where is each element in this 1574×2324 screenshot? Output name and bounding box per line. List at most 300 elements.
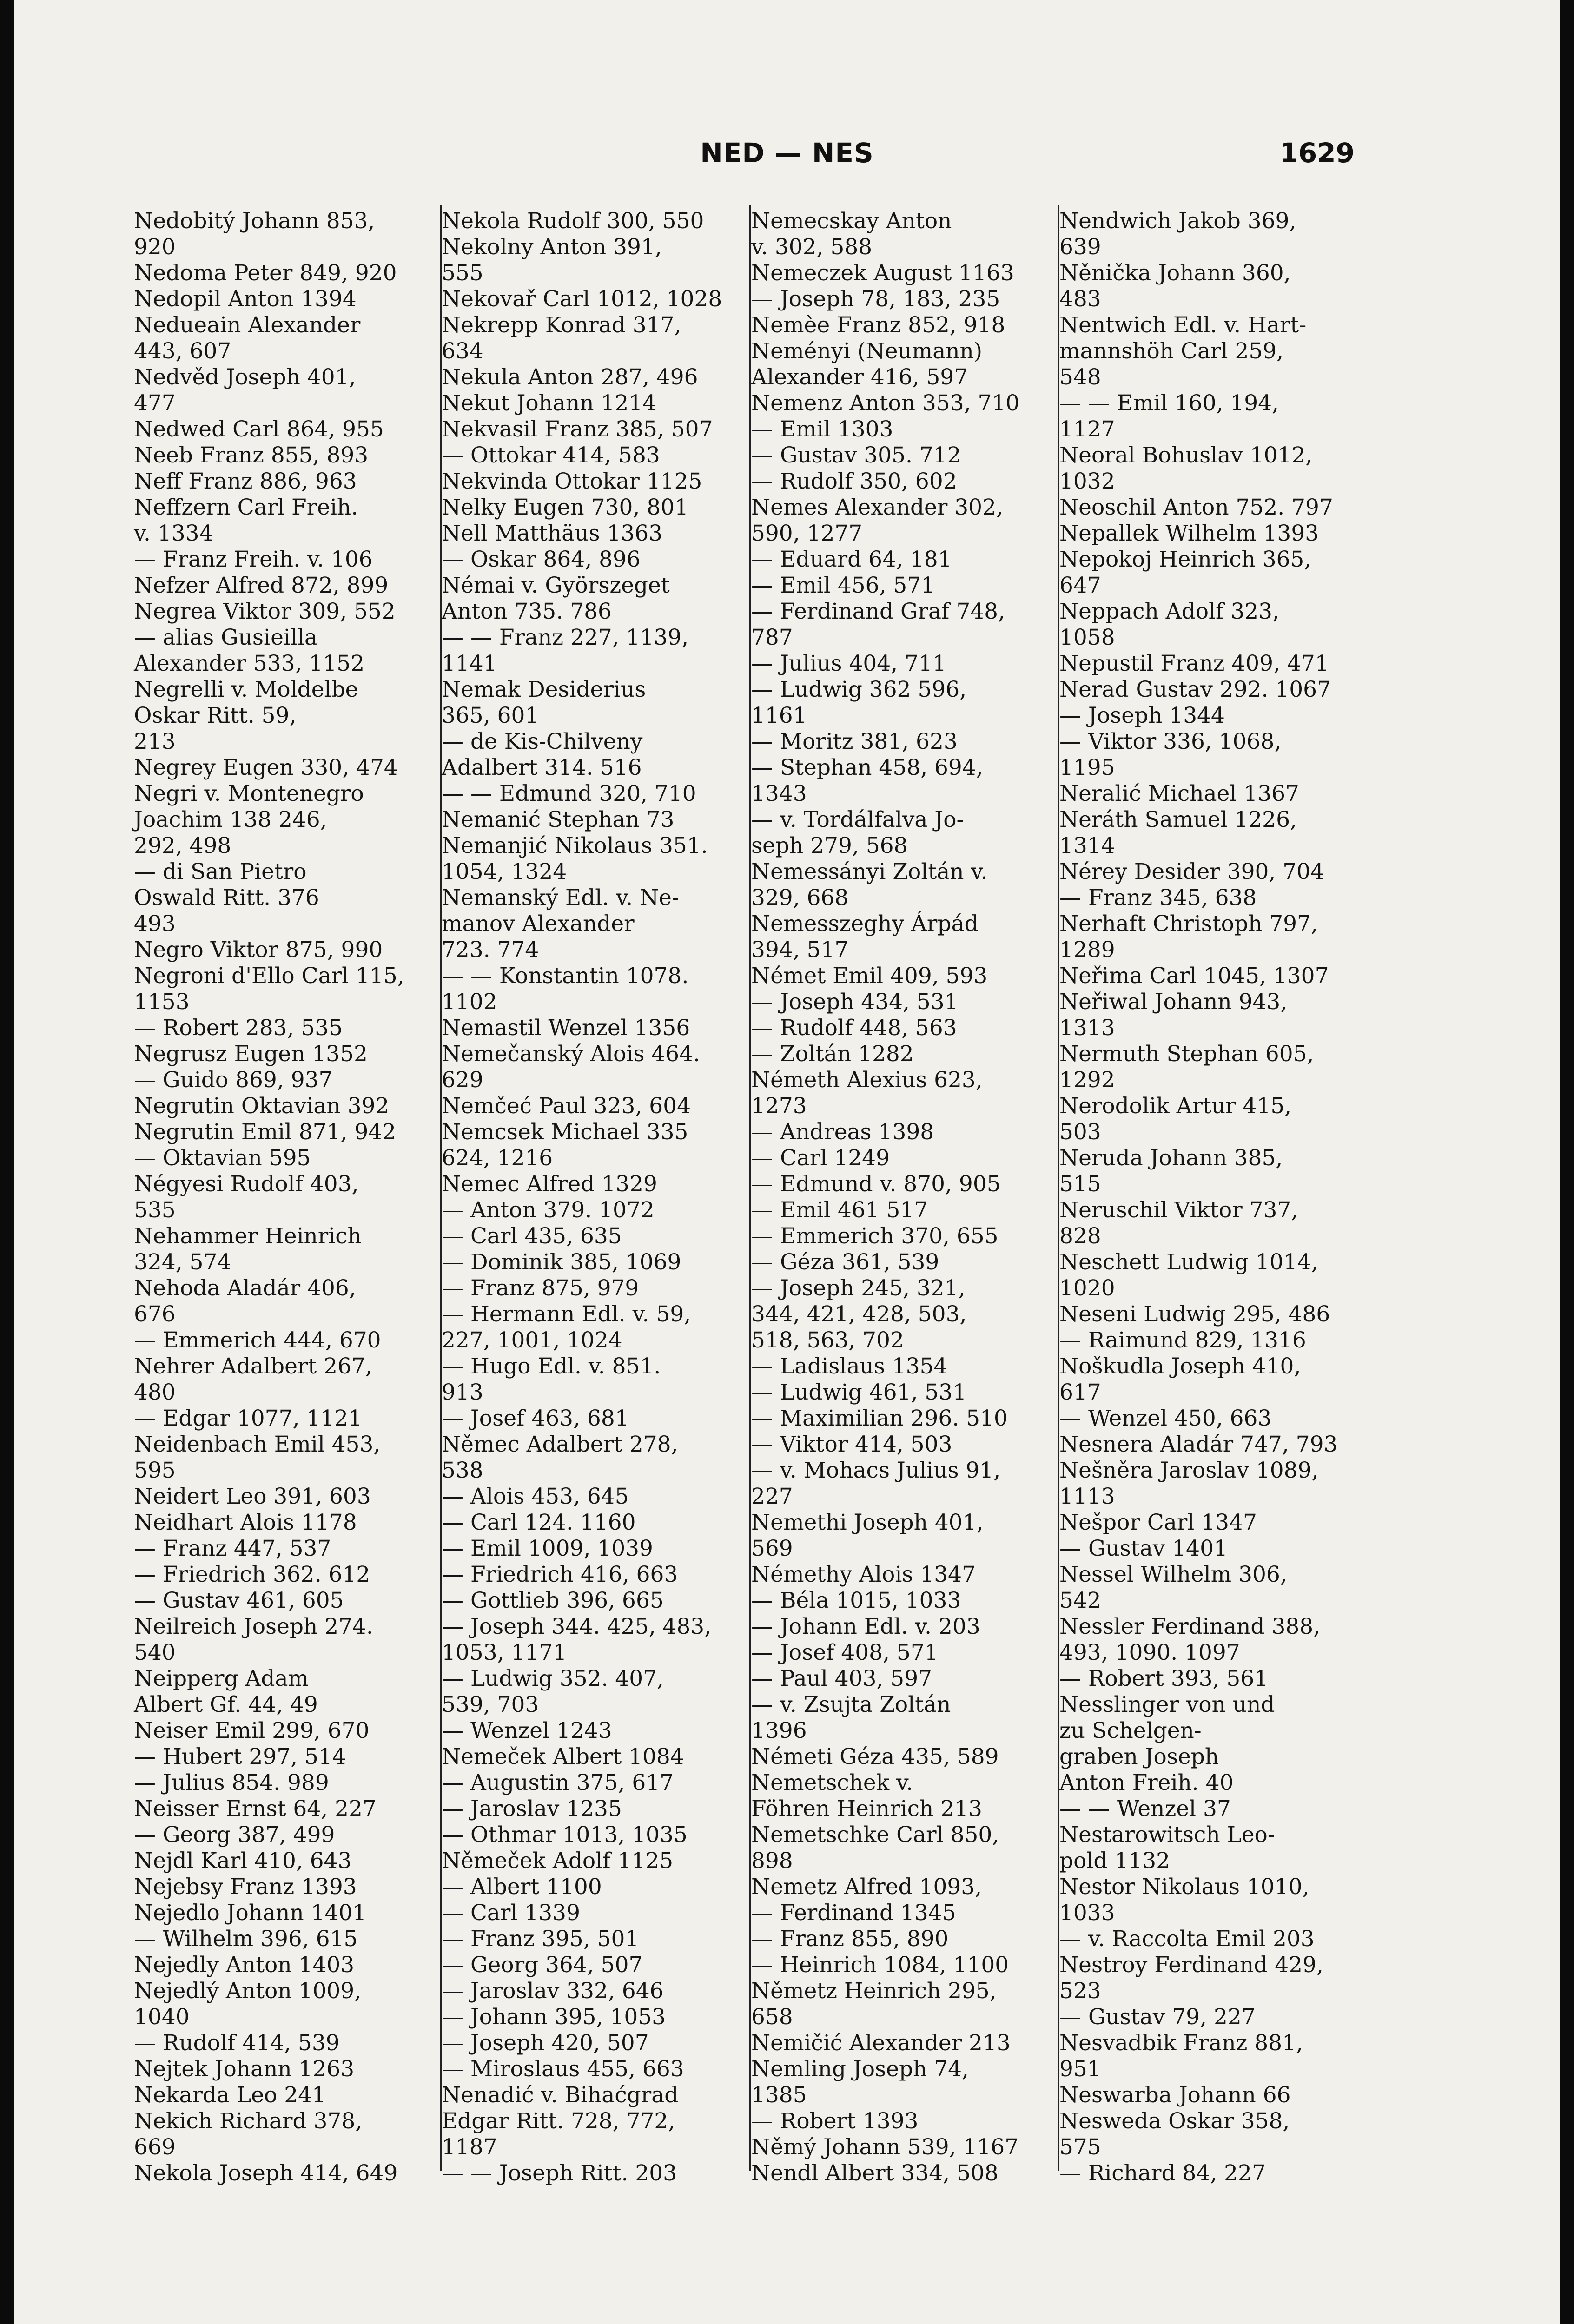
index-entry-line: 483 [1059,286,1101,312]
index-entry-line: Anton Freih. 40 [1059,1770,1234,1796]
index-entry-line: — Carl 1249 [751,1145,890,1171]
index-entry-line: — Ludwig 362 596, [751,677,967,702]
index-entry-line: Neoschil Anton 752. 797 [1059,495,1333,520]
index-entry-line: — Friedrich 362. 612 [134,1562,370,1587]
index-entry-line: Nedoma Peter 849, 920 [134,260,397,286]
index-column-2 [442,208,751,2186]
index-entry-line: — Alois 453, 645 [442,1484,629,1509]
index-entry-line: — alias Gusieilla [134,625,318,650]
index-entry-line: Nedwed Carl 864, 955 [134,416,384,442]
index-entry-line: 1020 [1059,1275,1115,1301]
index-entry-line: — Joseph 434, 531 [751,989,959,1015]
index-entry-line: — Franz Freih. v. 106 [134,547,373,572]
index-entry-line: 555 [442,260,483,286]
page-number: 1629 [1279,137,1355,169]
index-entry-line: — Oskar 864, 896 [442,547,641,572]
index-entry-line: Némethy Alois 1347 [751,1562,976,1587]
index-entry-line: Neipperg Adam [134,1666,309,1691]
index-entry-line: Neoral Bohuslav 1012, [1059,442,1313,468]
index-entry-line: — Othmar 1013, 1035 [442,1822,688,1848]
index-entry-line: — Gustav 79, 227 [1059,2004,1256,2030]
index-entry-line: — Ludwig 352. 407, [442,1666,664,1691]
index-entry-line: Nemetschek v. [751,1770,913,1796]
index-entry-line: Nemec Alfred 1329 [442,1171,657,1197]
index-entry-line: — Georg 387, 499 [134,1822,335,1848]
index-entry-line: 477 [134,390,176,416]
index-entry-line: Nermuth Stephan 605, [1059,1041,1314,1067]
index-entry-line: 575 [1059,2134,1101,2160]
index-entry-line: Nentwich Edl. v. Hart- [1059,312,1307,338]
index-entry-line: Nesnera Aladár 747, 793 [1059,1432,1338,1457]
index-entry-line: Noškudla Joseph 410, [1059,1353,1301,1379]
index-entry-line: Némai v. Györszeget [442,573,670,598]
index-entry-line: — Julius 854. 989 [134,1770,329,1796]
index-entry-line: 523 [1059,1978,1101,2004]
index-entry-line: — Raimund 829, 1316 [1059,1327,1306,1353]
index-entry-line: graben Joseph [1059,1744,1219,1769]
index-entry-line: Nekarda Leo 241 [134,2082,326,2108]
index-entry-line: Neeb Franz 855, 893 [134,442,369,468]
index-entry-line: Oskar Ritt. 59, [134,703,297,728]
index-entry-line: — Johann Edl. v. 203 [751,1614,980,1639]
index-entry-line: — Anton 379. 1072 [442,1197,655,1223]
index-entry-line: Oswald Ritt. 376 [134,885,319,911]
index-entry-line: — Ferdinand Graf 748, [751,599,1005,624]
index-entry-line: — — Joseph Ritt. 203 [442,2160,677,2186]
index-entry-line: — Joseph 245, 321, [751,1275,966,1301]
index-entry-line: 548 [1059,364,1101,390]
index-entry-line: — Josef 408, 571 [751,1640,939,1665]
index-entry-line: — Dominik 385, 1069 [442,1249,681,1275]
index-entry-line: 365, 601 [442,703,539,728]
index-entry-line: — — Emil 160, 194, [1059,390,1279,416]
index-entry-line: — Rudolf 414, 539 [134,2030,340,2056]
index-entry-line: — Friedrich 416, 663 [442,1562,678,1587]
index-entry-line: 213 [134,729,176,754]
index-entry-line: Nekrepp Konrad 317, [442,312,681,338]
index-entry-line: — Heinrich 1084, 1100 [751,1952,1009,1978]
index-entry-line: 1113 [1059,1484,1115,1509]
index-entry-line: — — Wenzel 37 [1059,1796,1231,1822]
index-entry-line: — Hermann Edl. v. 59, [442,1301,691,1327]
index-entry-line: Nekvinda Ottokar 1125 [442,469,702,494]
index-entry-line: Nemetschke Carl 850, [751,1822,999,1848]
index-entry-line: 1102 [442,989,497,1015]
index-entry-line: 898 [751,1848,793,1874]
index-entry-line: Nejedlo Johann 1401 [134,1900,367,1926]
index-entry-line: 629 [442,1067,483,1093]
index-entry-line: 227 [751,1484,793,1509]
index-entry-line: Negrey Eugen 330, 474 [134,755,398,780]
index-entry-line: — Robert 283, 535 [134,1015,343,1041]
index-entry-line: — Georg 364, 507 [442,1952,643,1978]
index-entry-line: 1127 [1059,416,1115,442]
index-entry-line: Neseni Ludwig 295, 486 [1059,1301,1330,1327]
index-entry-line: Nemečanský Alois 464. [442,1041,701,1067]
index-entry-line: — — Konstantin 1078. [442,963,689,989]
index-entry-line: Nelky Eugen 730, 801 [442,495,688,520]
index-entry-line: — Jaroslav 332, 646 [442,1978,664,2004]
index-entry-line: — Augustin 375, 617 [442,1770,674,1796]
index-entry-line: seph 279, 568 [751,833,908,858]
index-entry-line: v. 1334 [134,521,213,546]
index-entry-line: 676 [134,1301,176,1327]
index-entry-line: 1053, 1171 [442,1640,567,1665]
index-entry-line: 1313 [1059,1015,1115,1041]
index-entry-line: Nesweda Oskar 358, [1059,2108,1290,2134]
index-entry-line: Adalbert 314. 516 [442,755,642,780]
index-entry-line: Négyesi Rudolf 403, [134,1171,359,1197]
index-entry-line: — Miroslaus 455, 663 [442,2056,684,2082]
index-entry-line: Nerad Gustav 292. 1067 [1059,677,1331,702]
index-entry-line: 920 [134,234,176,260]
index-entry-line: — Edmund v. 870, 905 [751,1171,1001,1197]
index-entry-line: — Julius 404, 711 [751,651,946,676]
index-entry-line: — Ludwig 461, 531 [751,1380,967,1405]
index-entry-line: — v. Zsujta Zoltán [751,1692,951,1717]
index-entry-line: Neřiwal Johann 943, [1059,989,1288,1015]
index-entry-line: Negrea Viktor 309, 552 [134,599,396,624]
index-entry-line: 723. 774 [442,937,539,963]
index-entry-line: — Carl 1339 [442,1900,580,1926]
index-entry-line: 1058 [1059,625,1115,650]
index-entry-line: 480 [134,1380,176,1405]
index-entry-line: 1289 [1059,937,1115,963]
index-entry-line: 324, 574 [134,1249,231,1275]
index-entry-line: Nehrer Adalbert 267, [134,1353,372,1379]
index-entry-line: — Emil 1009, 1039 [442,1536,653,1561]
index-entry-line: zu Schelgen- [1059,1718,1202,1743]
index-entry-line: — Franz 855, 890 [751,1926,949,1952]
index-entry-line: — Emmerich 444, 670 [134,1327,381,1353]
index-column-4 [1059,208,1369,2186]
index-entry-line: — Moritz 381, 623 [751,729,958,754]
index-entry-line: manov Alexander [442,911,635,937]
index-entry-line: Nemanić Stephan 73 [442,807,675,832]
index-entry-line: 539, 703 [442,1692,539,1717]
index-entry-line: 1273 [751,1093,807,1119]
index-entry-line: Nemetz Alfred 1093, [751,1874,982,1900]
index-entry-line: Neswarba Johann 66 [1059,2082,1291,2108]
index-entry-line: Nemeček Albert 1084 [442,1744,684,1769]
index-entry-line: — Ladislaus 1354 [751,1353,948,1379]
index-entry-line: Alexander 416, 597 [751,364,968,390]
index-entry-line: Nemèe Franz 852, 918 [751,312,1005,338]
index-entry-line: pold 1132 [1059,1848,1171,1874]
index-entry-line: Németh Alexius 623, [751,1067,983,1093]
index-entry-line: 1385 [751,2082,807,2108]
index-entry-line: 1292 [1059,1067,1115,1093]
index-entry-line: Nedobitý Johann 853, [134,208,375,234]
index-entry-line: — Robert 1393 [751,2108,919,2134]
index-entry-line: Nešpor Carl 1347 [1059,1510,1257,1535]
index-entry-line: Nesslinger von und [1059,1692,1275,1717]
index-entry-line: — Franz 395, 501 [442,1926,639,1952]
index-entry-line: Nemanjić Nikolaus 351. [442,833,708,858]
index-entry-line: Nenadić v. Bihaćgrad [442,2082,679,2108]
index-entry-line: Nemcsek Michael 335 [442,1119,688,1145]
index-entry-line: — v. Tordálfalva Jo- [751,807,964,832]
index-entry-line: Negroni d'Ello Carl 115, [134,963,404,989]
index-entry-line: Negro Viktor 875, 990 [134,937,383,963]
index-entry-line: — Josef 463, 681 [442,1406,629,1431]
index-entry-line: — Emil 461 517 [751,1197,928,1223]
index-entry-line: Němeček Adolf 1125 [442,1848,674,1874]
index-entry-line: 515 [1059,1171,1101,1197]
index-entry-line: 1054, 1324 [442,859,567,885]
index-entry-line: — Gustav 461, 605 [134,1588,344,1613]
index-entry-line: Neff Franz 886, 963 [134,469,357,494]
index-entry-line: Nesvadbik Franz 881, [1059,2030,1303,2056]
index-entry-line: Nejdl Karl 410, 643 [134,1848,352,1874]
index-entry-line: Edgar Ritt. 728, 772, [442,2108,675,2134]
index-entry-line: — Franz 875, 979 [442,1275,639,1301]
index-entry-line: Nemastil Wenzel 1356 [442,1015,690,1041]
index-entry-line: Nemčeć Paul 323, 604 [442,1093,691,1119]
index-entry-line: Neráth Samuel 1226, [1059,807,1297,832]
index-entry-line: 590, 1277 [751,521,863,546]
index-entry-line: — v. Mohacs Julius 91, [751,1458,1001,1483]
index-entry-line: — Ferdinand 1345 [751,1900,956,1926]
index-entry-line: Nehoda Aladár 406, [134,1275,356,1301]
index-entry-line: — Ottokar 414, 583 [442,442,660,468]
index-entry-line: Neidhart Alois 1178 [134,1510,357,1535]
index-entry-line: 1033 [1059,1900,1115,1926]
index-entry-line: 658 [751,2004,793,2030]
index-entry-line: Német Emil 409, 593 [751,963,988,989]
index-entry-line: — Zoltán 1282 [751,1041,914,1067]
index-entry-line: 535 [134,1197,176,1223]
index-entry-line: — Johann 395, 1053 [442,2004,666,2030]
index-entry-line: — de Kis-Chilveny [442,729,643,754]
index-entry-line: — Géza 361, 539 [751,1249,939,1275]
index-entry-line: Nedvěd Joseph 401, [134,364,356,390]
index-entry-line: 595 [134,1458,176,1483]
index-entry-line: Nerhaft Christoph 797, [1059,911,1318,937]
index-entry-line: — Joseph 420, 507 [442,2030,649,2056]
index-entry-line: Nekich Richard 378, [134,2108,363,2134]
index-entry-line: — Rudolf 448, 563 [751,1015,957,1041]
index-entry-line: Neffzern Carl Freih. [134,495,358,520]
index-entry-line: — Wenzel 1243 [442,1718,612,1743]
index-entry-line: — Emmerich 370, 655 [751,1223,999,1249]
index-entry-line: — Viktor 336, 1068, [1059,729,1282,754]
index-entry-line: Nemak Desiderius [442,677,646,702]
index-entry-line: — Andreas 1398 [751,1119,934,1145]
index-entry-line: 1314 [1059,833,1115,858]
index-entry-line: 1343 [751,781,807,806]
index-entry-line: 538 [442,1458,483,1483]
index-entry-line: 329, 668 [751,885,849,911]
index-entry-line: Nedueain Alexander [134,312,361,338]
index-entry-line: Neilreich Joseph 274. [134,1614,373,1639]
index-entry-line: — Eduard 64, 181 [751,547,952,572]
index-entry-line: — Carl 124. 1160 [442,1510,636,1535]
index-entry-line: 669 [134,2134,176,2160]
index-entry-line: 1396 [751,1718,807,1743]
index-entry-line: v. 302, 588 [751,234,873,260]
index-entry-line: — Béla 1015, 1033 [751,1588,961,1613]
index-entry-line: Něnička Johann 360, [1059,260,1291,286]
index-entry-line: Nemesszeghy Árpád [751,911,979,937]
index-entry-line: 394, 517 [751,937,849,963]
index-entry-line: Nekula Anton 287, 496 [442,364,698,390]
index-entry-line: — — Franz 227, 1139, [442,625,689,650]
index-entry-line: Nedopil Anton 1394 [134,286,357,312]
index-entry-line: Nemeczek August 1163 [751,260,1014,286]
index-entry-line: — Edgar 1077, 1121 [134,1406,362,1431]
index-entry-line: 292, 498 [134,833,231,858]
index-entry-line: Nepokoj Heinrich 365, [1059,547,1311,572]
index-entry-line: — di San Pietro [134,859,307,885]
page-header [14,137,1560,179]
index-entry-line: Němý Johann 539, 1167 [751,2134,1019,2160]
index-entry-line: Negrutin Emil 871, 942 [134,1119,397,1145]
index-entry-line: — Wenzel 450, 663 [1059,1406,1272,1431]
index-entry-line: Nemling Joseph 74, [751,2056,969,2082]
index-entry-line: Föhren Heinrich 213 [751,1796,982,1822]
index-entry-line: Nejtek Johann 1263 [134,2056,355,2082]
index-entry-line: Nessel Wilhelm 306, [1059,1562,1287,1587]
index-entry-line: Nejebsy Franz 1393 [134,1874,357,1900]
index-entry-line: Neruschil Viktor 737, [1059,1197,1298,1223]
index-entry-line: 1161 [751,703,807,728]
index-entry-line: 647 [1059,573,1101,598]
index-entry-line: Nekolny Anton 391, [442,234,662,260]
index-entry-line: — Paul 403, 597 [751,1666,932,1691]
index-entry-line: 634 [442,338,483,364]
index-entry-line: Nessler Ferdinand 388, [1059,1614,1321,1639]
index-entry-line: — v. Raccolta Emil 203 [1059,1926,1315,1952]
index-entry-line: Nendl Albert 334, 508 [751,2160,999,2186]
index-entry-line: 227, 1001, 1024 [442,1327,622,1353]
index-entry-line: 1141 [442,651,497,676]
index-entry-line: Neidenbach Emil 453, [134,1432,381,1457]
index-entry-line: Neményi (Neumann) [751,338,983,364]
index-entry-line: Neisser Ernst 64, 227 [134,1796,377,1822]
index-entry-line: — Gustav 1401 [1059,1536,1228,1561]
index-entry-line: Negrutin Oktavian 392 [134,1093,390,1119]
index-entry-line: 639 [1059,234,1101,260]
index-entry-line: 518, 563, 702 [751,1327,904,1353]
index-entry-line: Németi Géza 435, 589 [751,1744,999,1769]
index-entry-line: Neppach Adolf 323, [1059,599,1280,624]
index-entry-line: Nepustil Franz 409, 471 [1059,651,1329,676]
index-entry-line: Neralić Michael 1367 [1059,781,1299,806]
index-entry-line: 569 [751,1536,793,1561]
index-entry-line: Nestarowitsch Leo- [1059,1822,1275,1848]
index-entry-line: — Richard 84, 227 [1059,2160,1266,2186]
index-entry-line: — Franz 345, 638 [1059,885,1257,911]
running-head: NED — NES [700,137,874,169]
index-entry-line: Nefzer Alfred 872, 899 [134,573,389,598]
index-entry-line: Nehammer Heinrich [134,1223,362,1249]
index-entry-line: Němec Adalbert 278, [442,1432,678,1457]
index-entry-line: mannshöh Carl 259, [1059,338,1284,364]
index-entry-line: Nejedlý Anton 1009, [134,1978,362,2004]
index-entry-line: — Franz 447, 537 [134,1536,331,1561]
index-entry-line: — Albert 1100 [442,1874,602,1900]
index-entry-line: Nemanský Edl. v. Ne- [442,885,679,911]
index-entry-line: 1187 [442,2134,497,2160]
index-entry-line: Negri v. Montenegro [134,781,364,806]
index-entry-line: 540 [134,1640,176,1665]
index-entry-line: Nendwich Jakob 369, [1059,208,1296,234]
index-entry-line: Nestroy Ferdinand 429, [1059,1952,1323,1978]
index-entry-line: — Joseph 344. 425, 483, [442,1614,712,1639]
index-column-1 [134,208,443,2186]
index-entry-line: Nekola Joseph 414, 649 [134,2160,398,2186]
index-entry-line: — Jaroslav 1235 [442,1796,622,1822]
index-entry-line: Nestor Nikolaus 1010, [1059,1874,1309,1900]
index-entry-line: Nešněra Jaroslav 1089, [1059,1458,1319,1483]
index-entry-line: — — Edmund 320, 710 [442,781,696,806]
index-entry-line: — Hugo Edl. v. 851. [442,1353,661,1379]
index-entry-line: Nekvasil Franz 385, 507 [442,416,713,442]
index-entry-line: Nemičić Alexander 213 [751,2030,1011,2056]
index-entry-line: 828 [1059,1223,1101,1249]
index-entry-line: — Wilhelm 396, 615 [134,1926,358,1952]
index-entry-line: 951 [1059,2056,1101,2082]
index-entry-line: — Hubert 297, 514 [134,1744,346,1769]
index-entry-line: Nemenz Anton 353, 710 [751,390,1020,416]
index-entry-line: 1032 [1059,469,1115,494]
index-entry-line: Neidert Leo 391, 603 [134,1484,371,1509]
index-entry-line: Nérey Desider 390, 704 [1059,859,1324,885]
index-entry-line: 617 [1059,1380,1101,1405]
index-entry-line: — Emil 456, 571 [751,573,935,598]
index-entry-line: Nemethi Joseph 401, [751,1510,984,1535]
index-entry-line: Neřima Carl 1045, 1307 [1059,963,1329,989]
index-entry-line: 493 [134,911,176,937]
index-entry-line: 913 [442,1380,483,1405]
index-entry-line: 344, 421, 428, 503, [751,1301,967,1327]
index-entry-line: — Joseph 78, 183, 235 [751,286,1000,312]
index-entry-line: Alexander 533, 1152 [134,651,365,676]
index-entry-line: — Gottlieb 396, 665 [442,1588,664,1613]
index-entry-line: Nemecskay Anton [751,208,952,234]
index-entry-line: Nepallek Wilhelm 1393 [1059,521,1319,546]
index-column-3 [751,208,1060,2186]
index-entry-line: Joachim 138 246, [134,807,327,832]
index-entry-line: 787 [751,625,793,650]
index-entry-line: — Oktavian 595 [134,1145,311,1171]
index-entry-line: 1040 [134,2004,190,2030]
index-entry-line: 443, 607 [134,338,231,364]
index-entry-line: 542 [1059,1588,1101,1613]
index-entry-line: Nekut Johann 1214 [442,390,657,416]
index-entry-line: — Gustav 305. 712 [751,442,961,468]
index-entry-line: Albert Gf. 44, 49 [134,1692,318,1717]
index-entry-line: 1153 [134,989,190,1015]
index-entry-line: — Stephan 458, 694, [751,755,983,780]
index-entry-line: Nemessányi Zoltán v. [751,859,988,885]
index-entry-line: Nerodolik Artur 415, [1059,1093,1292,1119]
index-entry-line: Neschett Ludwig 1014, [1059,1249,1318,1275]
index-entry-line: — Rudolf 350, 602 [751,469,957,494]
index-entry-line: Němetz Heinrich 295, [751,1978,997,2004]
index-entry-line: Nemes Alexander 302, [751,495,1003,520]
index-entry-line: Neiser Emil 299, 670 [134,1718,370,1743]
index-entry-line: Nekola Rudolf 300, 550 [442,208,704,234]
index-entry-line: — Robert 393, 561 [1059,1666,1269,1691]
index-entry-line: 503 [1059,1119,1101,1145]
index-entry-line: — Emil 1303 [751,416,893,442]
index-entry-line: — Guido 869, 937 [134,1067,333,1093]
index-entry-line: Nekovař Carl 1012, 1028 [442,286,722,312]
index-entry-line: 1195 [1059,755,1115,780]
index-entry-line: Neruda Johann 385, [1059,1145,1283,1171]
